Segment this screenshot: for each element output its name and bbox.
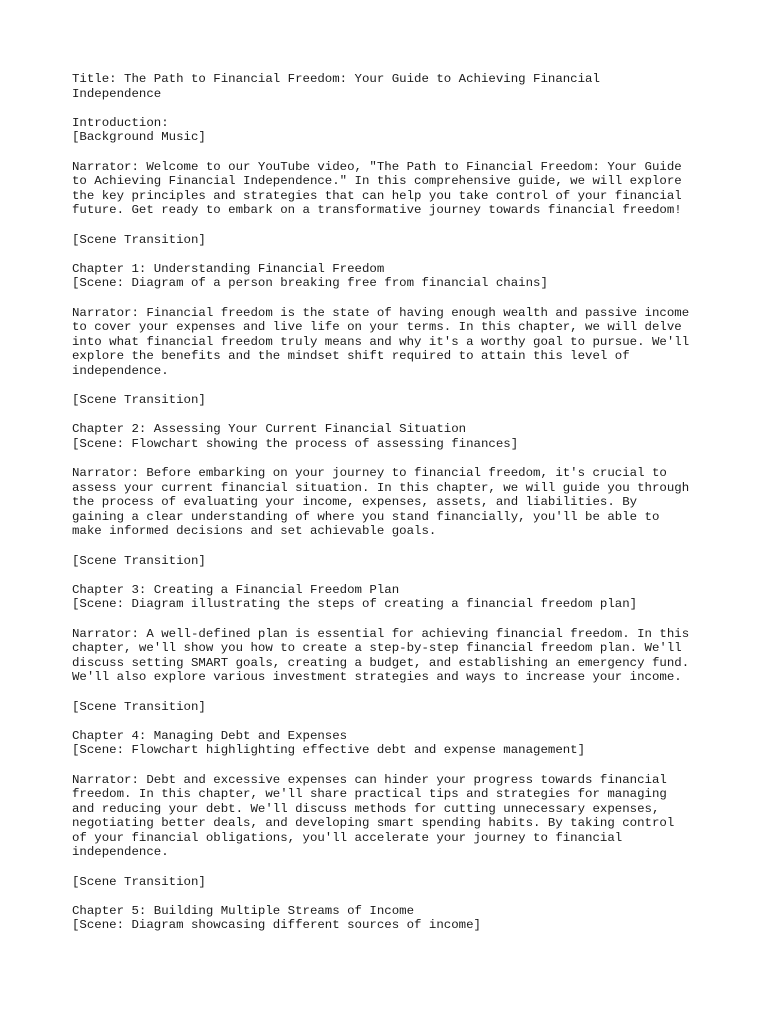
- paragraph-narration-intro: [72, 160, 712, 218]
- text-line: Title: The Path to Financial Freedom: Your Guide to Achieving Financial: [72, 72, 600, 86]
- text-line: to Achieving Financial Independence." In this comprehensive guide, we will explore: [72, 174, 682, 189]
- text-line: [Scene: Flowchart highlighting effective debt and expense management]: [72, 743, 586, 758]
- paragraph-scene-transition: [72, 393, 712, 408]
- text-line: independence.: [72, 363, 169, 378]
- text-line: gaining a clear understanding of where you stand financially, you'll be able to: [72, 509, 660, 524]
- text-line: [Scene Transition]: [72, 874, 206, 889]
- text-line: [Scene: Flowchart showing the process of assessing finances]: [72, 436, 519, 451]
- text-line: [Scene: Diagram illustrating the steps of creating a financial freedom plan]: [72, 597, 638, 612]
- paragraph-chapter-1: [72, 262, 712, 291]
- text-line: chapter, we'll show you how to create a step-by-step financial freedom plan. We'll: [72, 641, 682, 656]
- paragraph-introduction: [72, 116, 712, 145]
- text-line: [Scene Transition]: [72, 232, 206, 247]
- text-line: Chapter 5: Building Multiple Streams of Income: [72, 903, 415, 918]
- text-line: of your financial obligations, you'll accelerate your journey to financial: [72, 830, 623, 845]
- text-line: and reducing your debt. We'll discuss methods for cutting unnecessary expenses,: [72, 801, 660, 816]
- paragraph-chapter-5: [72, 904, 712, 933]
- paragraph-scene-transition: [72, 875, 712, 890]
- text-line: make informed decisions and set achievable goals.: [72, 524, 437, 539]
- text-line: discuss setting SMART goals, creating a budget, and establishing an emergency fund.: [72, 655, 690, 670]
- text-line: assess your current financial situation. In this chapter, we will guide you through: [72, 480, 690, 495]
- text-line: Introduction:: [72, 115, 169, 130]
- text-line: future. Get ready to embark on a transformative journey towards financial freedom!: [72, 203, 682, 218]
- text-line: Narrator: Before embarking on your journey to financial freedom, it's crucial to: [72, 466, 667, 481]
- paragraph-narration-chapter-3: [72, 627, 712, 685]
- paragraph-chapter-4: [72, 729, 712, 758]
- text-line: Narrator: Financial freedom is the state of having enough wealth and passive income: [72, 305, 690, 320]
- text-line: Independence: [72, 86, 162, 101]
- text-line: into what financial freedom truly means and why it's a worthy goal to pursue. We'll: [72, 334, 690, 349]
- text-line: the key principles and strategies that can help you take control of your financial: [72, 188, 682, 203]
- text-line: to cover your expenses and live life on your terms. In this chapter, we will delve: [72, 320, 682, 335]
- paragraph-scene-transition: [72, 700, 712, 715]
- text-line: freedom. In this chapter, we'll share practical tips and strategies for managing: [72, 787, 667, 802]
- paragraph-title: [72, 72, 712, 101]
- text-line: negotiating better deals, and developing smart spending habits. By taking control: [72, 816, 675, 831]
- paragraph-chapter-3: [72, 583, 712, 612]
- text-line: explore the benefits and the mindset shift required to attain this level of: [72, 349, 630, 364]
- paragraph-scene-transition: [72, 233, 712, 248]
- text-line: [Scene Transition]: [72, 393, 206, 408]
- paragraph-narration-chapter-2: [72, 466, 712, 539]
- text-line: Chapter 3: Creating a Financial Freedom Plan: [72, 582, 400, 597]
- text-line: Chapter 2: Assessing Your Current Financial Situation: [72, 422, 467, 437]
- text-line: Chapter 1: Understanding Financial Freedom: [72, 261, 385, 276]
- text-line: Chapter 4: Managing Debt and Expenses: [72, 728, 348, 743]
- paragraph-narration-chapter-4: [72, 773, 712, 861]
- paragraph-scene-transition: [72, 554, 712, 569]
- text-line: [Background Music]: [72, 130, 206, 145]
- text-line: Narrator: Welcome to our YouTube video, "The Path to Financial Freedom: Your Guide: [72, 159, 682, 174]
- text-line: Narrator: Debt and excessive expenses can hinder your progress towards financial: [72, 772, 667, 787]
- text-line: Narrator: A well-defined plan is essential for achieving financial freedom. In this: [72, 626, 690, 641]
- paragraph-chapter-2: [72, 422, 712, 451]
- text-line: [Scene Transition]: [72, 699, 206, 714]
- text-line: We'll also explore various investment strategies and ways to increase your income.: [72, 670, 682, 685]
- text-line: [Scene Transition]: [72, 553, 206, 568]
- text-line: independence.: [72, 845, 169, 860]
- paragraph-narration-chapter-1: [72, 306, 712, 379]
- text-line: [Scene: Diagram of a person breaking free from financial chains]: [72, 276, 548, 291]
- text-line: [Scene: Diagram showcasing different sources of income]: [72, 918, 481, 933]
- text-line: the process of evaluating your income, expenses, assets, and liabilities. By: [72, 495, 638, 510]
- document-page: [72, 72, 712, 948]
